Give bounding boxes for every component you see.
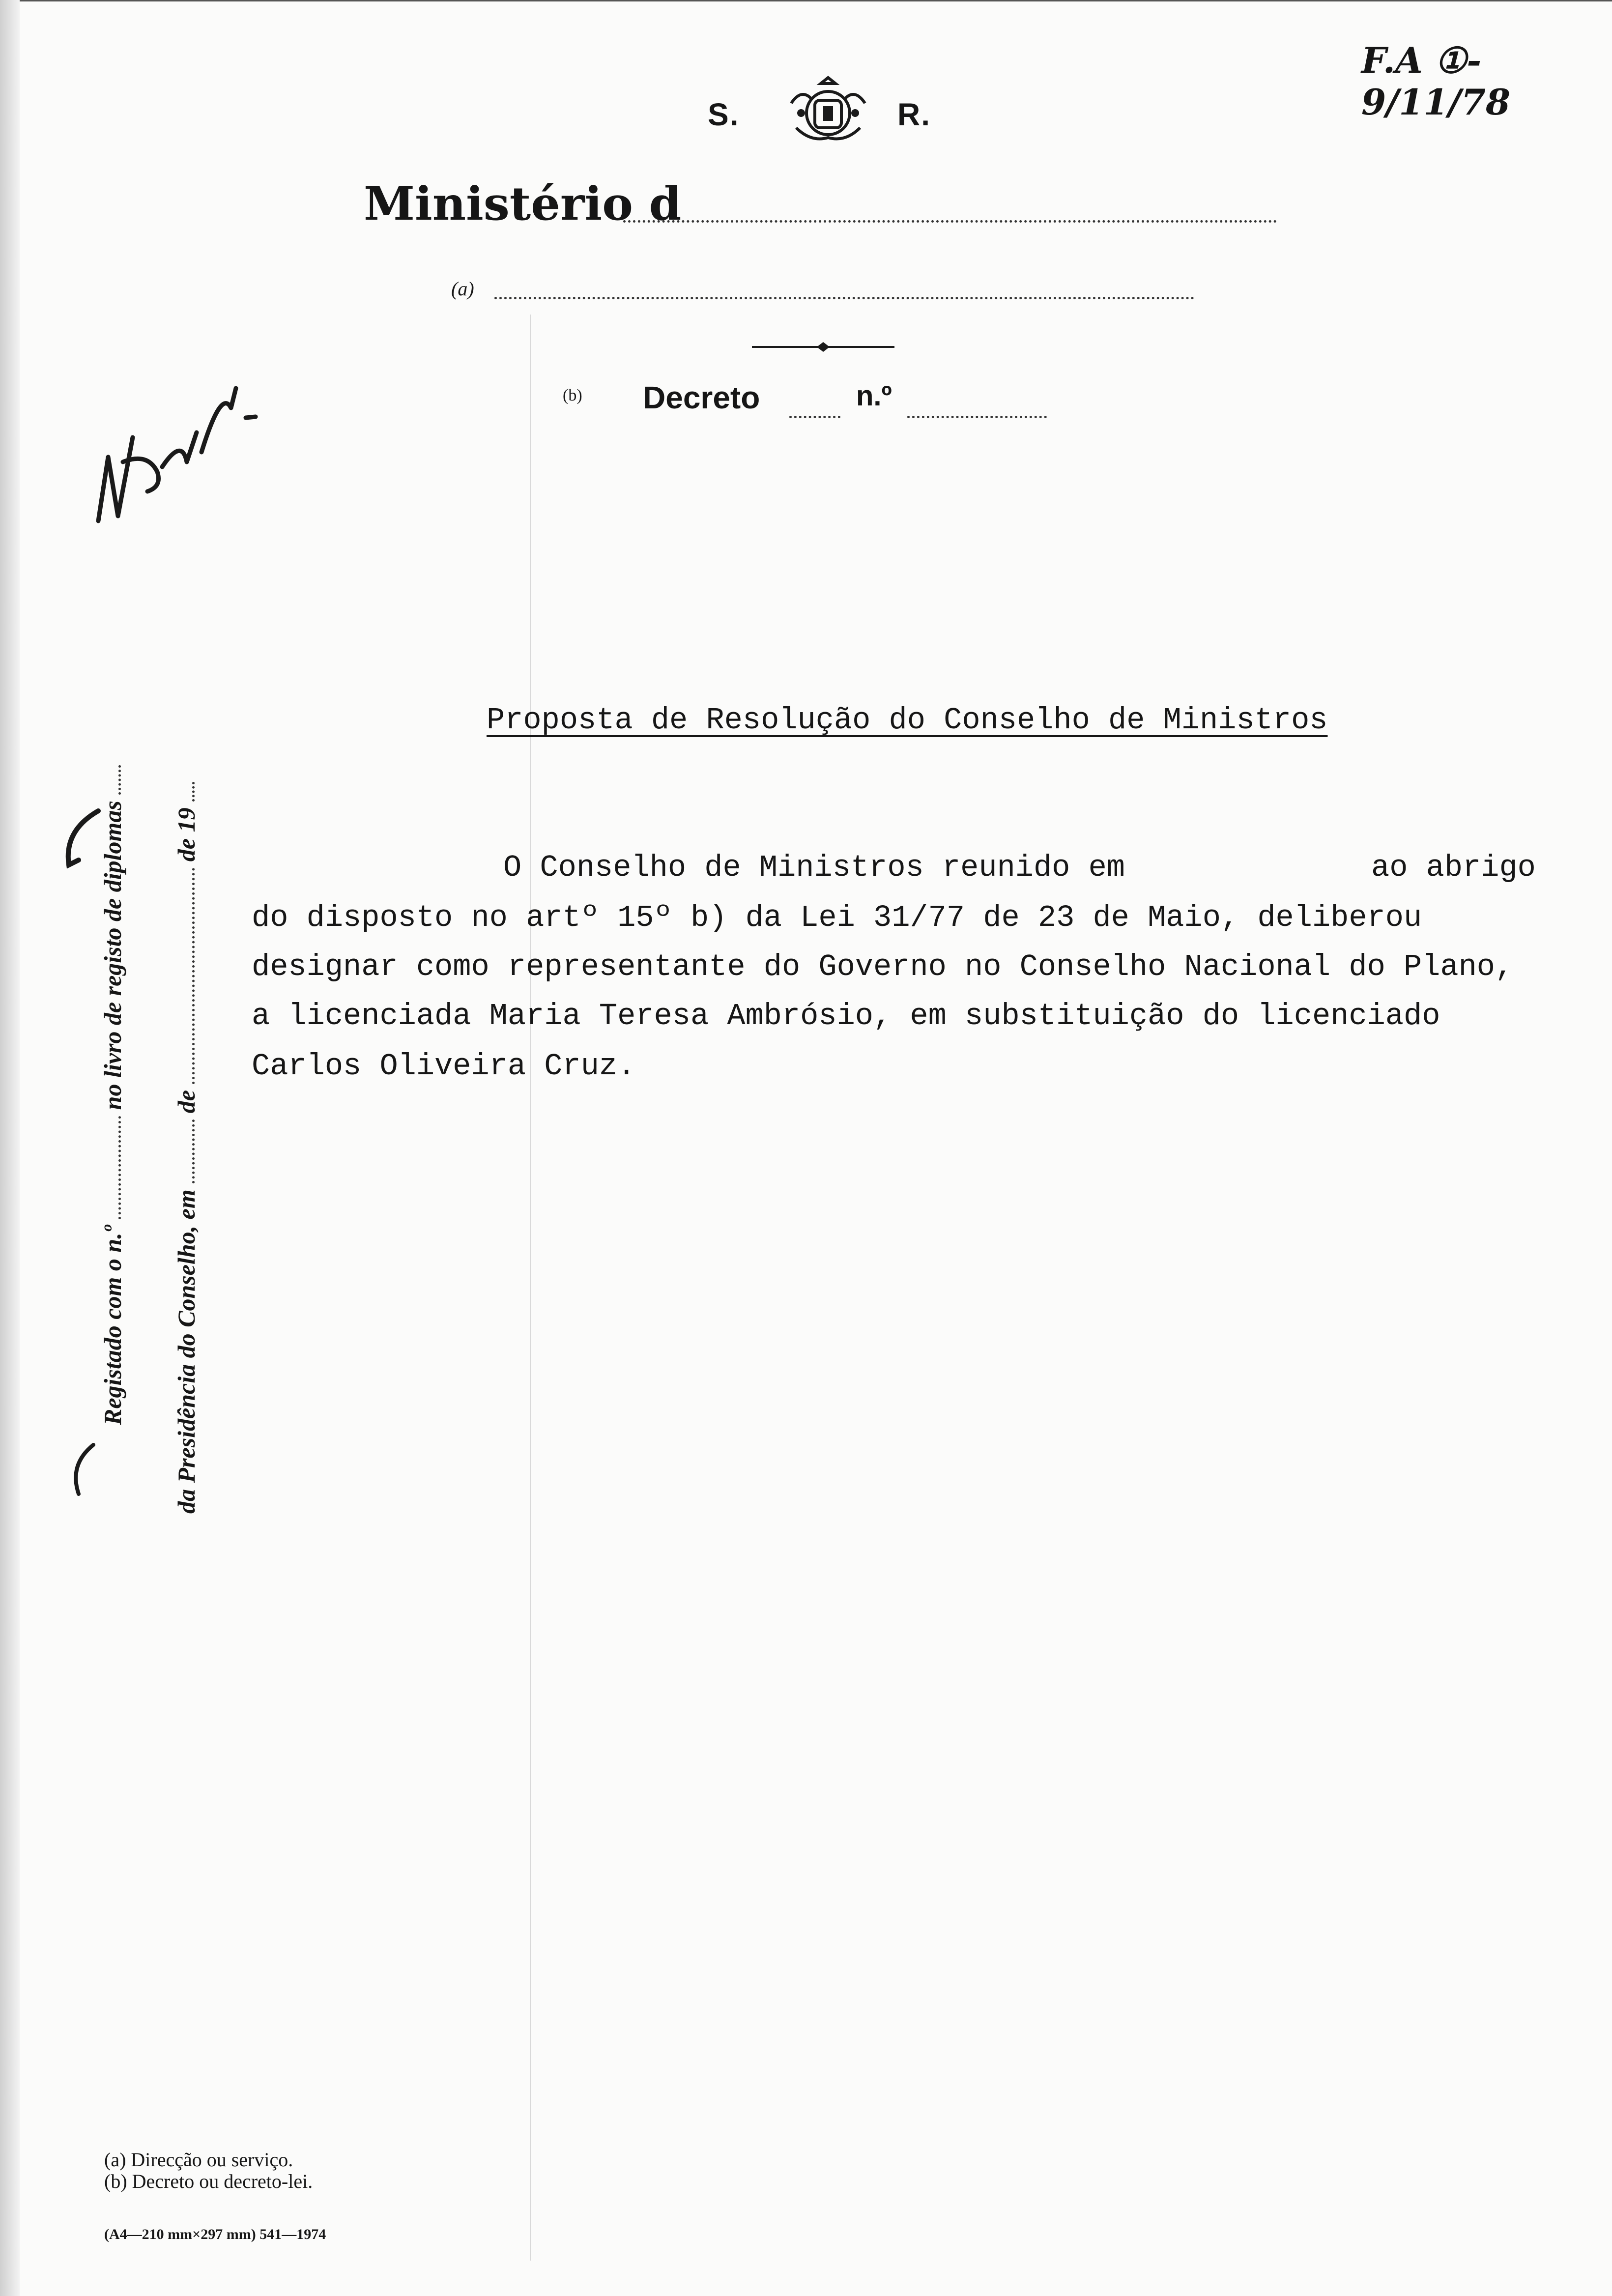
margin-registration-line-2 bbox=[172, 782, 201, 1514]
body-line-1-end: ao abrigo bbox=[1371, 850, 1536, 885]
proposal-title: Proposta de Resolução do Conselho de Ministros bbox=[487, 703, 1328, 738]
numero-label: n.º bbox=[856, 380, 892, 412]
ministry-dotted-line bbox=[623, 220, 1277, 223]
margin-line2c-text: de 19 bbox=[173, 807, 200, 862]
signature-scribble bbox=[88, 359, 265, 536]
r-letter: R. bbox=[897, 97, 931, 132]
margin-dotted-2 bbox=[192, 1119, 195, 1183]
numero-dotted-line bbox=[907, 416, 1047, 418]
margin-bracket-bottom bbox=[64, 1440, 103, 1499]
body-line-4: a licenciada Maria Teresa Ambrósio, em substituição do licenciado bbox=[252, 999, 1440, 1033]
margin-line1b-text: no livro de registo de diplomas bbox=[99, 801, 126, 1110]
s-letter: S. bbox=[708, 97, 740, 132]
footnote-b: (b) Decreto ou decreto-lei. bbox=[104, 2170, 313, 2192]
margin-line1-text: Registado com o n.º bbox=[99, 1225, 126, 1425]
margin-bracket-top bbox=[54, 801, 108, 875]
body-line-3: designar como representante do Governo no Conselho Nacional do Plano, bbox=[252, 949, 1514, 984]
divider-ornament bbox=[752, 341, 894, 353]
decreto-dotted-line bbox=[789, 416, 840, 418]
margin-dotted-2c bbox=[192, 782, 195, 802]
decreto-label: Decreto bbox=[643, 380, 760, 415]
body-line-2: do disposto no artº 15º b) da Lei 31/77 de 23 de Maio, deliberou bbox=[252, 900, 1422, 935]
margin-line2b-text: de bbox=[173, 1090, 200, 1114]
margin-dotted-1 bbox=[118, 1116, 121, 1219]
top-border bbox=[0, 0, 1612, 1]
service-dotted-line bbox=[494, 297, 1194, 299]
handwritten-reference: F.A ①- 9/11/78 bbox=[1361, 39, 1511, 123]
binding-edge bbox=[0, 0, 20, 2296]
label-a: (a) bbox=[451, 278, 474, 300]
label-b: (b) bbox=[563, 386, 582, 404]
body-line-1: O Conselho de Ministros reunido em bbox=[503, 850, 1125, 885]
margin-dotted-2b bbox=[192, 868, 195, 1084]
coat-of-arms-icon bbox=[781, 74, 875, 147]
body-line-5: Carlos Oliveira Cruz. bbox=[252, 1049, 636, 1084]
footnote-a: (a) Direcção ou serviço. bbox=[104, 2149, 293, 2171]
margin-line2-text: da Presidência do Conselho, em bbox=[173, 1189, 200, 1514]
ministry-heading: Ministério d bbox=[364, 177, 682, 231]
margin-dotted-1b bbox=[118, 765, 121, 795]
fold-line bbox=[530, 315, 531, 2261]
print-reference: (A4—210 mm×297 mm) 541—1974 bbox=[104, 2226, 326, 2242]
